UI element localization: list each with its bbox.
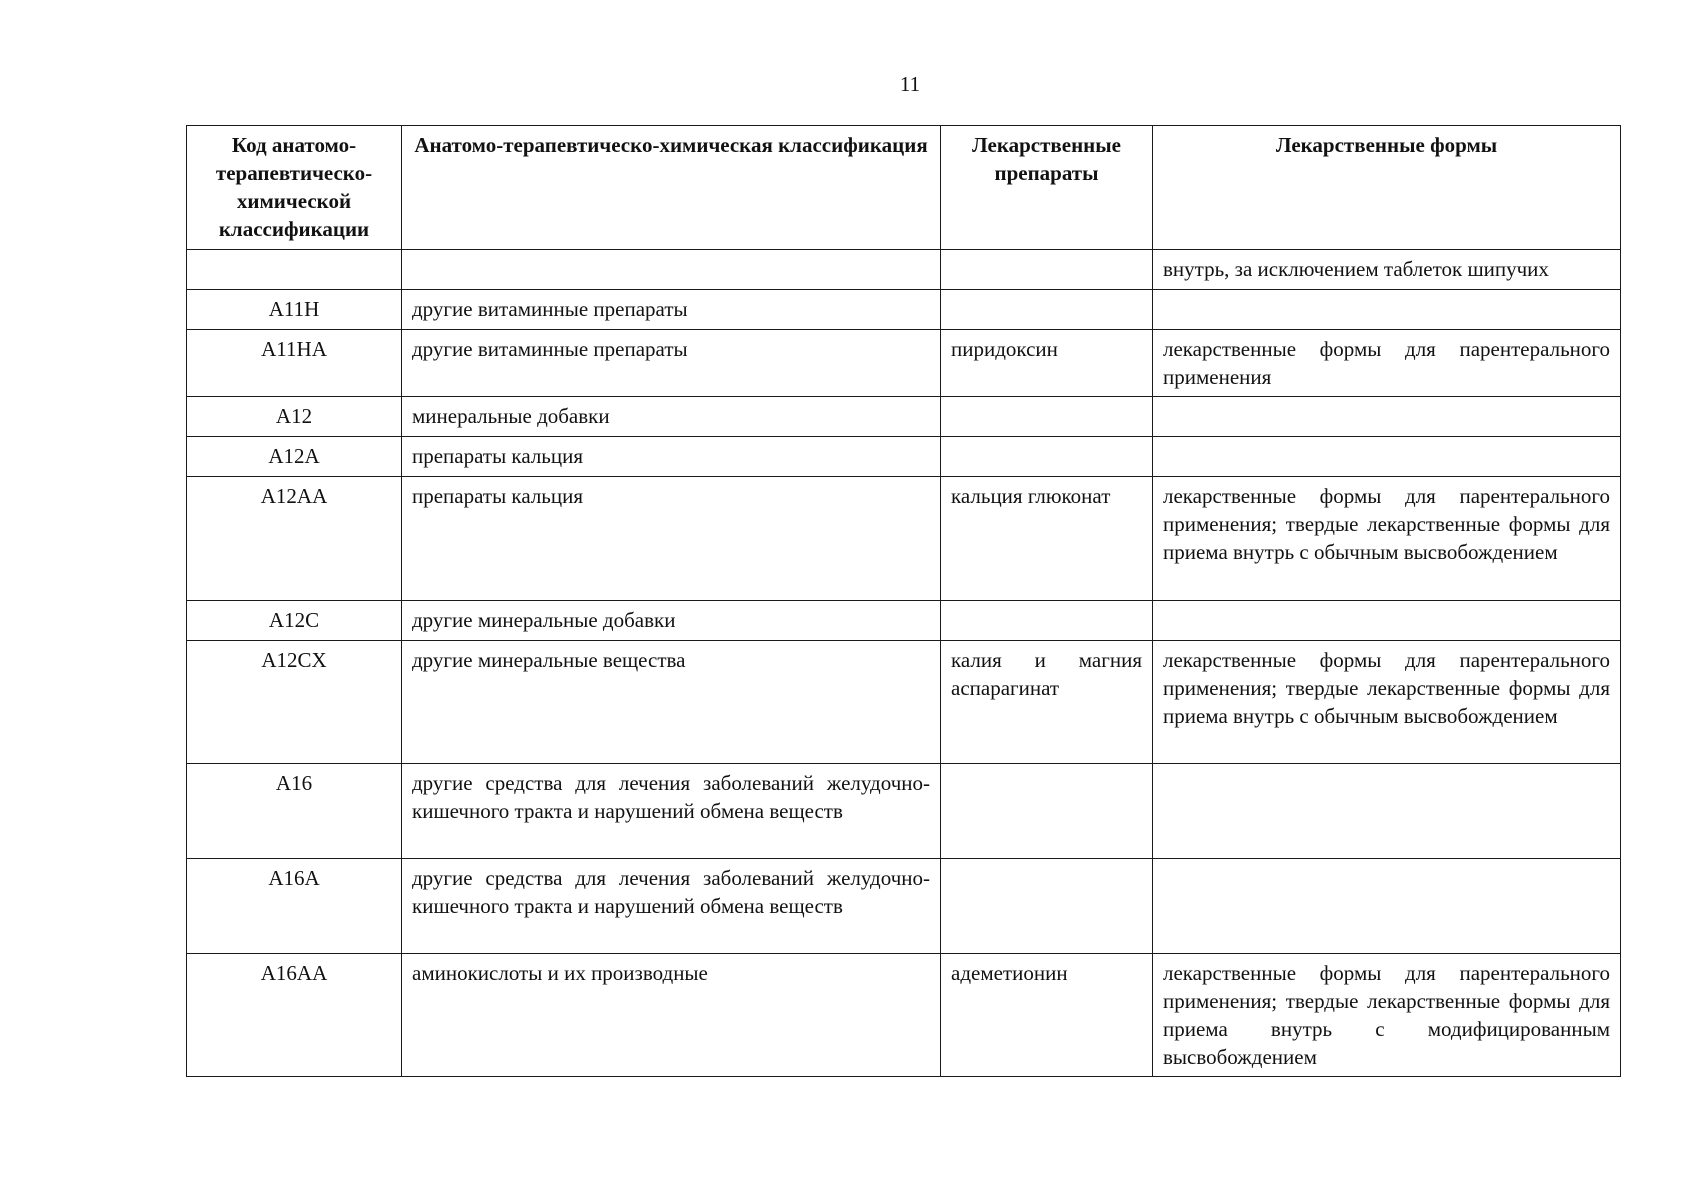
cell-drug: адеметионин — [941, 954, 1153, 1077]
cell-code: A11HA — [187, 330, 402, 397]
table-header — [187, 126, 1621, 250]
continuation-row — [187, 250, 1621, 290]
cell-forms: лекарственные формы для парентерального применения; твердые лекарственные формы для приема внутрь с модифицированным высвобождением — [1153, 954, 1621, 1077]
table-row — [187, 437, 1621, 477]
table-row — [187, 859, 1621, 954]
cell-code: A12C — [187, 601, 402, 641]
cell-code: A16 — [187, 764, 402, 859]
cell-forms: внутрь, за исключением таблеток шипучих — [1153, 250, 1621, 290]
cell-classification: другие витаминные препараты — [402, 290, 941, 330]
cell-forms — [1153, 859, 1621, 954]
cell-code: A12AA — [187, 477, 402, 601]
cell-classification: препараты кальция — [402, 477, 941, 601]
cell-drug: калия и магния аспарагинат — [941, 641, 1153, 764]
cell-code — [187, 250, 402, 290]
table-row — [187, 954, 1621, 1077]
table-row — [187, 764, 1621, 859]
cell-classification: минеральные добавки — [402, 397, 941, 437]
table-row — [187, 641, 1621, 764]
cell-drug — [941, 250, 1153, 290]
cell-drug — [941, 601, 1153, 641]
cell-drug — [941, 859, 1153, 954]
cell-code: A12CX — [187, 641, 402, 764]
cell-drug: пиридоксин — [941, 330, 1153, 397]
table-body — [187, 250, 1621, 1077]
cell-classification: другие минеральные вещества — [402, 641, 941, 764]
header-dosage-forms: Лекарственные формы — [1153, 126, 1621, 250]
cell-code: A16AA — [187, 954, 402, 1077]
cell-classification: другие средства для лечения заболеваний желудочно-кишечного тракта и нарушений обмена веществ — [402, 859, 941, 954]
table-row — [187, 601, 1621, 641]
cell-classification — [402, 250, 941, 290]
header-drugs: Лекарственные препараты — [941, 126, 1153, 250]
cell-classification: аминокислоты и их производные — [402, 954, 941, 1077]
header-atc-classification: Анатомо-терапевтическо-химическая классификация — [402, 126, 941, 250]
table-row — [187, 397, 1621, 437]
table-row — [187, 330, 1621, 397]
cell-classification: другие средства для лечения заболеваний желудочно-кишечного тракта и нарушений обмена веществ — [402, 764, 941, 859]
table-row — [187, 290, 1621, 330]
header-row — [187, 126, 1621, 250]
cell-drug — [941, 397, 1153, 437]
header-atc-code: Код анатомо-терапевтическо-химической классификации — [187, 126, 402, 250]
cell-forms: лекарственные формы для парентерального применения — [1153, 330, 1621, 397]
cell-drug — [941, 290, 1153, 330]
cell-drug — [941, 764, 1153, 859]
cell-code: A12A — [187, 437, 402, 477]
cell-code: A11H — [187, 290, 402, 330]
cell-forms — [1153, 397, 1621, 437]
atc-table — [186, 125, 1621, 1077]
cell-drug — [941, 437, 1153, 477]
cell-drug: кальция глюконат — [941, 477, 1153, 601]
cell-code: A12 — [187, 397, 402, 437]
table-row — [187, 477, 1621, 601]
cell-classification: другие минеральные добавки — [402, 601, 941, 641]
cell-forms — [1153, 601, 1621, 641]
cell-forms: лекарственные формы для парентерального применения; твердые лекарственные формы для приема внутрь с обычным высвобождением — [1153, 477, 1621, 601]
cell-classification: другие витаминные препараты — [402, 330, 941, 397]
cell-forms — [1153, 437, 1621, 477]
cell-forms: лекарственные формы для парентерального применения; твердые лекарственные формы для приема внутрь с обычным высвобождением — [1153, 641, 1621, 764]
cell-forms — [1153, 290, 1621, 330]
page-number: 11 — [899, 72, 921, 96]
cell-code: A16A — [187, 859, 402, 954]
cell-forms — [1153, 764, 1621, 859]
cell-classification: препараты кальция — [402, 437, 941, 477]
